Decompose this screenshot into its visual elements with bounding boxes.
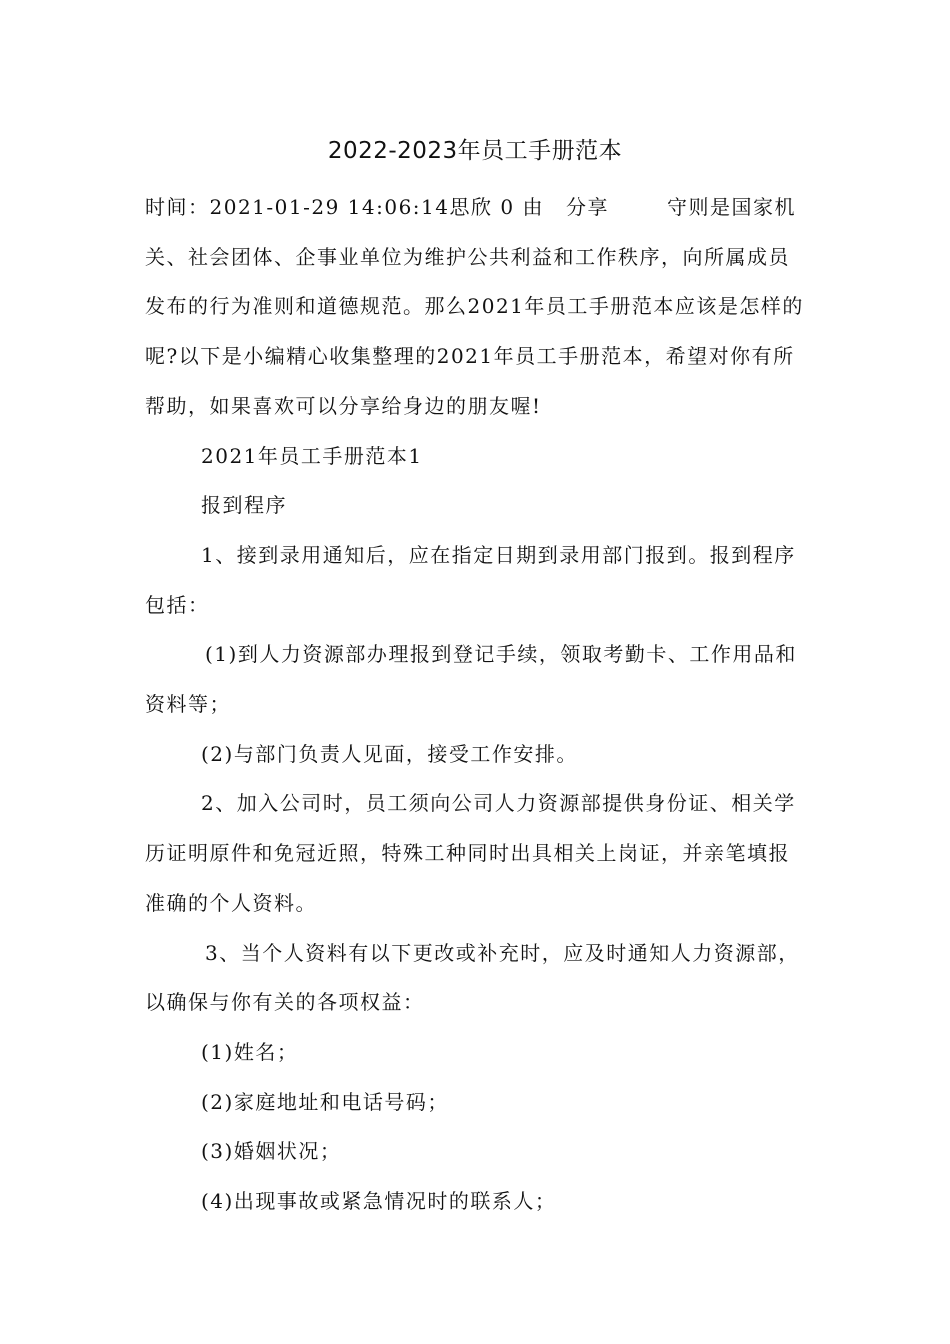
timestamp: 时间：2021-01-29 14:06:14	[145, 195, 450, 219]
author: 思欣 0 由	[449, 195, 544, 219]
body-paragraph: 3、当个人资料有以下更改或补充时，应及时通知人力资源部，以确保与你有关的各项权益：	[145, 940, 800, 1015]
body-paragraph: 2、加入公司时，员工须向公司人力资源部提供身份证、相关学历证明原件和免冠近照，特殊工种同时出具相关上岗证，并亲笔填报准确的个人资料。	[145, 791, 796, 915]
body-paragraph: 1、接到录用通知后，应在指定日期到录用部门报到。报到程序包括：	[145, 542, 796, 617]
document-title: 2022-2023年员工手册范本	[327, 138, 623, 164]
share-label: 分享	[565, 195, 609, 219]
list-item: (1)到人力资源部办理报到登记手续，领取考勤卡、工作用品和资料等；	[145, 642, 797, 717]
list-item: (2)家庭地址和电话号码；	[201, 1089, 449, 1114]
section-heading: 2021年员工手册范本1	[201, 443, 423, 468]
intro-paragraph	[145, 183, 807, 432]
list-item: (3)婚姻状况；	[201, 1139, 342, 1164]
subsection-heading: 报到程序	[201, 493, 287, 518]
list-item: (1)姓名；	[201, 1039, 299, 1064]
list-item: (4)出现事故或紧急情况时的联系人；	[201, 1189, 557, 1214]
list-item: (2)与部门负责人见面，接受工作安排。	[201, 741, 578, 766]
intro-text: 守则是国家机关、社会团体、企事业单位为维护公共利益和工作秩序，向所属成员发布的行为准则和道德规范。那么2021年员工手册范本应该是怎样的呢?以下是小编精心收集整理的2021年员工手册范本，希望对你有所帮助，如果喜欢可以分享给身边的朋友喔!	[145, 195, 804, 418]
document-body	[145, 183, 807, 1227]
